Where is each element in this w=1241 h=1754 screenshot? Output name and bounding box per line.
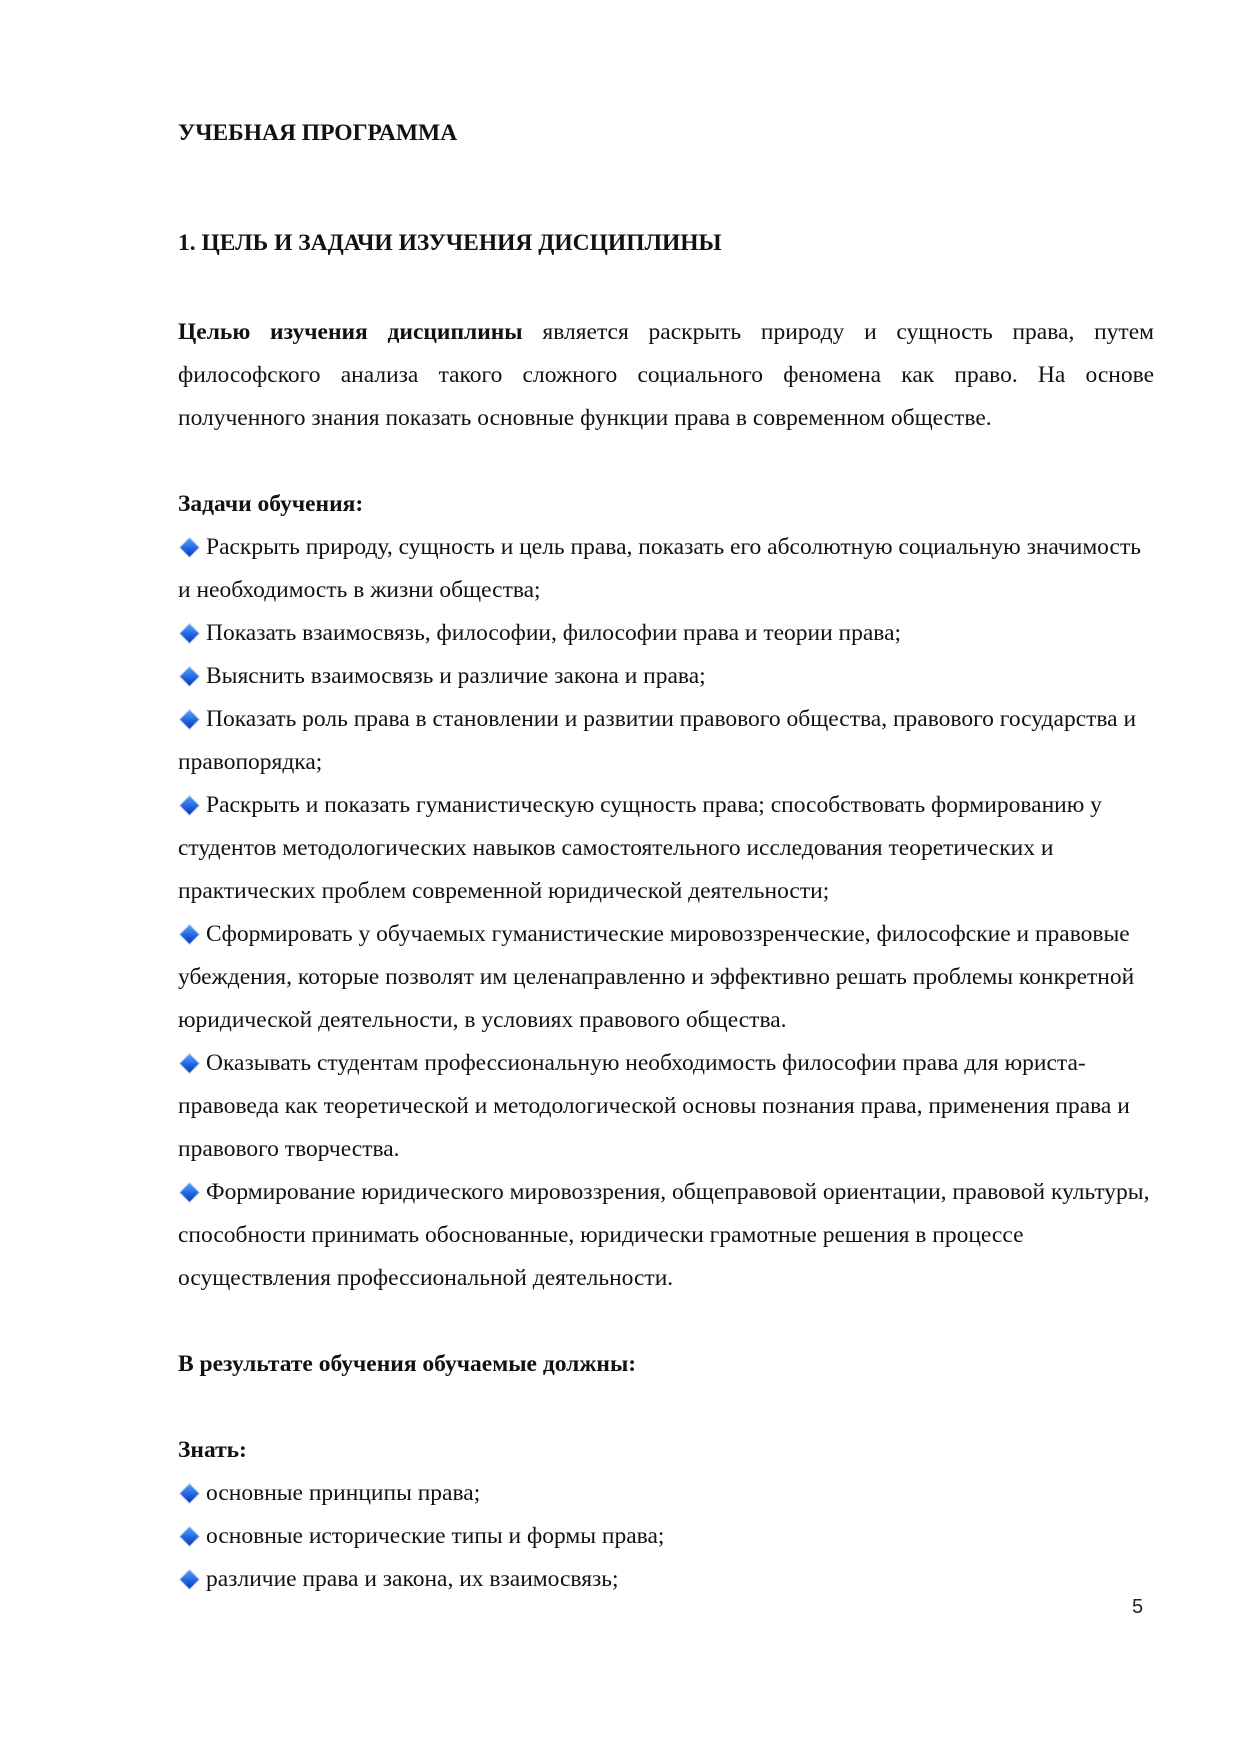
list-item-text: основные исторические типы и формы права; (206, 1523, 665, 1549)
list-item (178, 1171, 1154, 1300)
list-item-text: различие права и закона, их взаимосвязь; (206, 1566, 619, 1592)
list-item-text: Показать взаимосвязь, философии, философии права и теории права; (206, 620, 902, 646)
spacer (178, 1386, 1154, 1429)
diamond-bullet-icon (180, 667, 198, 685)
document-page (178, 112, 1154, 1601)
page-number: 5 (1132, 1596, 1144, 1618)
diamond-bullet-icon (180, 1484, 198, 1502)
list-item-text: Формирование юридического мировоззрения, общеправовой ориентации, правовой культуры, способности принимать обоснованные, юридически грамотные решения в процессе осуществления профессиональной деятельности. (178, 1179, 1150, 1291)
list-item-text: Оказывать студентам профессиональную необходимость философии права для юриста-правоведа как теоретической и методологической основы познания права, применения права и правового творчества. (178, 1050, 1130, 1162)
spacer (178, 1300, 1154, 1343)
list-item-text: Сформировать у обучаемых гуманистические мировоззренческие, философские и правовые убеждения, которые позволят им целенаправленно и эффективно решать проблемы конкретной юридической деятельности, в условиях правового общества. (178, 921, 1135, 1033)
diamond-bullet-icon (180, 1054, 198, 1072)
diamond-bullet-icon (180, 710, 198, 728)
section-heading: 1. ЦЕЛЬ И ЗАДАЧИ ИЗУЧЕНИЯ ДИСЦИПЛИНЫ (178, 230, 722, 256)
list-item (178, 1558, 1154, 1601)
list-item-text: Показать роль права в становлении и развитии правового общества, правового государства и правопорядка; (178, 706, 1137, 775)
list-item (178, 698, 1154, 784)
list-item (178, 655, 1154, 698)
tasks-heading: Задачи обучения: (178, 491, 364, 517)
diamond-bullet-icon (180, 624, 198, 642)
document-title: УЧЕБНАЯ ПРОГРАММА (178, 120, 458, 146)
goal-text: является раскрыть природу и сущность права, путем философского анализа такого сложного социального феномена как право. На основе полученного знания показать основные функции права в современном обществе. (178, 319, 1154, 431)
list-item-text: основные принципы права; (206, 1480, 481, 1506)
diamond-bullet-icon (180, 796, 198, 814)
goal-paragraph (178, 311, 1154, 440)
list-item (178, 1472, 1154, 1515)
list-item (178, 526, 1154, 612)
list-item-text: Раскрыть и показать гуманистическую сущность права; способствовать формированию у студентов методологических навыков самостоятельного исследования теоретических и практических проблем современной юридической деятельности; (178, 792, 1102, 904)
list-item-text: Раскрыть природу, сущность и цель права, показать его абсолютную социальную значимость и необходимость в жизни общества; (178, 534, 1141, 603)
know-list (178, 1472, 1154, 1601)
list-item (178, 1042, 1154, 1171)
goal-lead: Целью изучения дисциплины (178, 319, 523, 345)
list-item (178, 612, 1154, 655)
tasks-list (178, 526, 1154, 1300)
list-item (178, 784, 1154, 913)
diamond-bullet-icon (180, 538, 198, 556)
diamond-bullet-icon (180, 1570, 198, 1588)
diamond-bullet-icon (180, 1527, 198, 1545)
list-item (178, 1515, 1154, 1558)
diamond-bullet-icon (180, 925, 198, 943)
know-heading: Знать: (178, 1437, 247, 1463)
results-heading: В результате обучения обучаемые должны: (178, 1351, 637, 1377)
list-item-text: Выяснить взаимосвязь и различие закона и права; (206, 663, 706, 689)
list-item (178, 913, 1154, 1042)
diamond-bullet-icon (180, 1183, 198, 1201)
